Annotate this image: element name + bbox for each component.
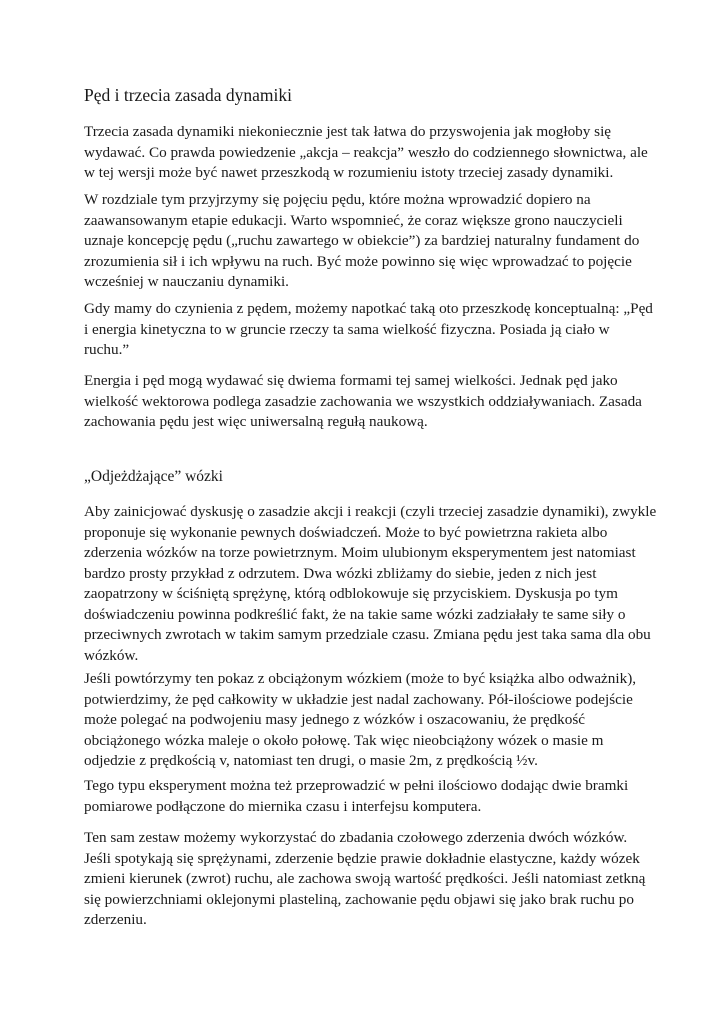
text-line: zderzeniu. bbox=[84, 911, 147, 928]
section-heading: „Odjeżdżające” wózki bbox=[84, 468, 223, 485]
text-line: zrozumienia sił i ich wpływu na ruch. Być może powinno się więc wprowadzać to pojęcie bbox=[84, 252, 632, 270]
page-title: Pęd i trzecia zasada dynamiki bbox=[84, 85, 292, 105]
text-line: zaawansowanym etapie edukacji. Warto wspomnieć, że coraz większe grono nauczycieli bbox=[84, 211, 623, 229]
text-line: Jeśli spotykają się sprężynami, zderzenie będzie prawie dokładnie elastyczne, każdy wózek bbox=[84, 849, 640, 867]
text-line: Gdy mamy do czynienia z pędem, możemy napotkać taką oto przeszkodę konceptualną: „Pęd bbox=[84, 300, 653, 317]
text-line: Tego typu eksperyment można też przeprowadzić w pełni ilościowo dodając dwie bramki bbox=[84, 777, 629, 794]
text-line: potwierdzimy, że pęd całkowity w układzie jest nadal zachowany. Pół-ilościowe podejście bbox=[84, 690, 633, 708]
paragraph-obstacle bbox=[84, 299, 653, 361]
text-line: w tej wersji może być nawet przeszkodą w rozumieniu istoty trzeciej zasady dynamiki. bbox=[84, 164, 614, 181]
text-line: zderzenia wózków na torze powietrznym. Moim ulubionym eksperymentem jest natomiast bbox=[84, 544, 636, 561]
text-line: proponuje się wykonanie pewnych doświadczeń. Może to być powietrzna rakieta albo bbox=[84, 523, 608, 541]
text-line: ruchu.” bbox=[84, 341, 130, 358]
text-line: Aby zainicjować dyskusję o zasadzie akcji i reakcji (czyli trzeciej zasadzie dynamiki), zwykle bbox=[84, 503, 657, 520]
text-line: Ten sam zestaw możemy wykorzystać do zbadania czołowego zderzenia dwóch wózków. bbox=[84, 829, 628, 846]
text-line: doświadczeniu powinna podkreślić fakt, że na takie same wózki zadziałały te same siły o bbox=[84, 605, 626, 623]
paragraph-quantitative bbox=[84, 776, 644, 817]
paragraph-collision bbox=[84, 828, 644, 931]
text-line: wielkość wektorowa podlega zasadzie zachowania we wszystkich oddziaływaniach. Zasada bbox=[84, 392, 642, 410]
text-line: bardzo prosty przykład z odrzutem. Dwa wózki zbliżamy do siebie, jeden z nich jest bbox=[84, 564, 597, 582]
text-line: wózków. bbox=[84, 646, 139, 664]
text-line: uznaje koncepcję pędu („ruchu zawartego w obiekcie”) za bardziej naturalny fundament do bbox=[84, 232, 640, 249]
paragraph-loaded-cart bbox=[84, 669, 644, 772]
text-line: wydawać. Co prawda powiedzenie „akcja – reakcja” weszło do codziennego słownictwa, ale bbox=[84, 143, 648, 161]
paragraph-carts bbox=[84, 502, 657, 666]
text-line: Trzecia zasada dynamiki niekoniecznie jest tak łatwa do przyswojenia jak mogłoby się bbox=[84, 123, 612, 140]
text-line: Energia i pęd mogą wydawać się dwiema formami tej samej wielkości. Jednak pęd jako bbox=[84, 372, 618, 389]
text-line: wcześniej w nauczaniu dynamiki. bbox=[84, 273, 289, 290]
text-line: przeciwnych zwrotach w takim samym przedziale czasu. Zmiana pędu jest taka sama dla obu bbox=[84, 626, 651, 643]
text-line: się powierzchniami oklejonymi plasteliną, zachowanie pędu objawi się jako brak ruchu po bbox=[84, 890, 634, 908]
text-line: zachowania pędu jest więc uniwersalną regułą naukową. bbox=[84, 413, 428, 430]
text-line: obciążonego wózka maleje o około połowę. Tak więc nieobciążony wózek o masie m bbox=[84, 731, 604, 749]
text-line: Jeśli powtórzymy ten pokaz z obciążonym wózkiem (może to być książka albo odważnik), bbox=[84, 670, 637, 687]
text-line: zaopatrzony w ściśniętą sprężynę, którą odblokowuje się przyciskiem. Dyskusja po tym bbox=[84, 585, 618, 602]
text-line: W rozdziale tym przyjrzymy się pojęciu pędu, które można wprowadzić dopiero na bbox=[84, 191, 591, 208]
paragraph-intro bbox=[84, 122, 648, 184]
paragraph-energy bbox=[84, 371, 644, 433]
text-line: odjedzie z prędkością v, natomiast ten drugi, o masie 2m, z prędkością ½v. bbox=[84, 752, 538, 769]
text-line: może polegać na podwojeniu masy jednego z wózków i oszacowaniu, że prędkość bbox=[84, 711, 586, 728]
text-line: i energia kinetyczna to w gruncie rzeczy ta sama wielkość fizyczna. Posiada ją ciało w bbox=[84, 320, 610, 338]
paragraph-momentum bbox=[84, 190, 644, 293]
text-line: pomiarowe podłączone do miernika czasu i interfejsu komputera. bbox=[84, 797, 482, 815]
text-line: zmieni kierunek (zwrot) ruchu, ale zachowa swoją wartość prędkości. Jeśli natomiast zetkną bbox=[84, 870, 646, 887]
